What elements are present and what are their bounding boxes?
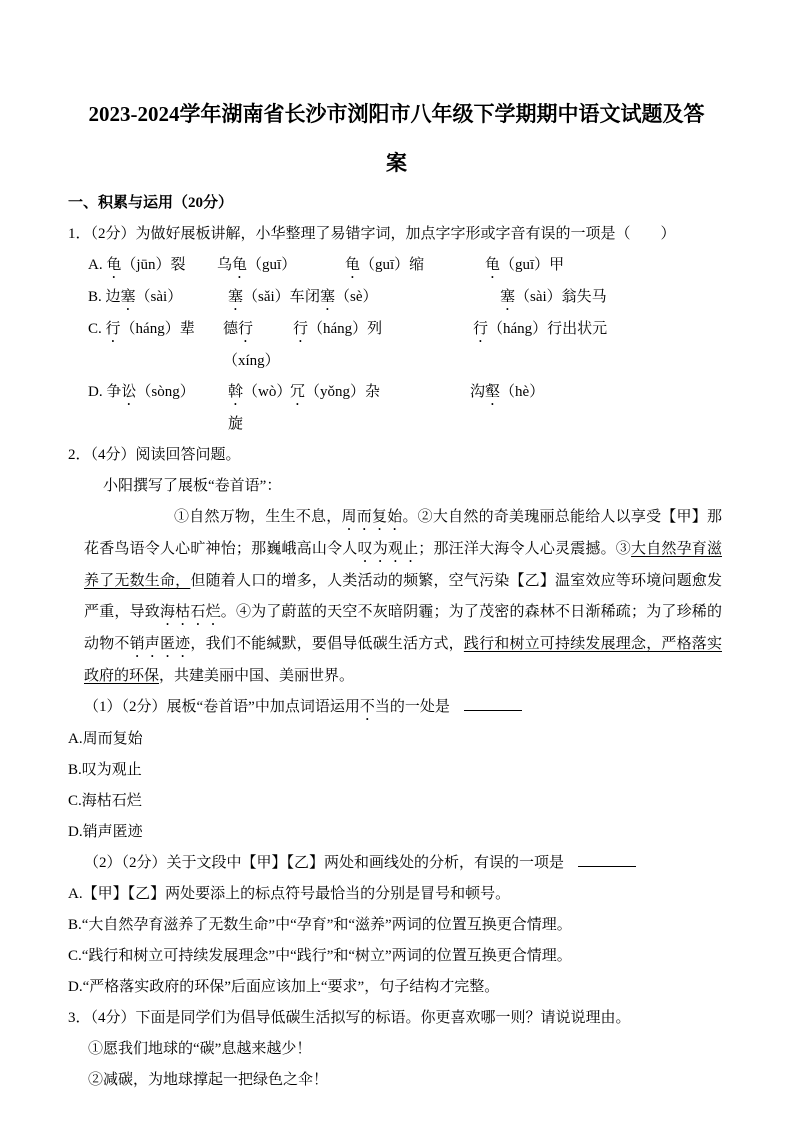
- option-cell: 乌龟（guī）: [217, 257, 297, 273]
- q2-passage: ①自然万物，生生不息，周而复始。②大自然的奇美瑰丽总能给人以享受【甲】那花香鸟语令人心旷神怡；那巍峨高山令人叹为观止；那汪洋大海令人心灵震撼。③大自然孕育滋养了无数生命，但随着人口的增多，人类活动的频繁，空气污染【乙】温室效应等环境问题愈发严重，导致海枯石烂。④为了蔚蓝的天空不灰暗阴霾；为了茂密的森林不日渐稀疏；为了珍稀的动物不销声匿迹，我们不能缄默，要倡导低碳生活方式，践行和树立可持续发展理念，严格落实政府的环保，共建美丽中国、美丽世界。: [84, 509, 722, 684]
- option-cell: 德行（xíng）: [223, 321, 280, 369]
- option-cell: 塞（sài）翁失马: [500, 289, 607, 305]
- option-cell: 龟（guī）缩: [345, 257, 425, 273]
- option-cell: 沟壑（hè）: [470, 384, 545, 400]
- section-heading: 一、积累与运用（20分）: [68, 195, 234, 211]
- option-cell: C. 行（háng）辈: [88, 321, 195, 337]
- answer-blank: [464, 707, 522, 711]
- q2-sub2-option-b: B.“大自然孕育滋养了无数生命”中“孕育”和“滋养”两词的位置互换更合情理。: [68, 917, 572, 933]
- q2-sub2-option-d: D.“严格落实政府的环保”后面应该加上“要求”，句子结构才完整。: [68, 979, 500, 995]
- option-cell: 斡（wò）旋: [228, 384, 284, 432]
- option-cell: D. 争讼（sòng）: [88, 384, 195, 400]
- q2-sub1-option-a: A.周而复始: [68, 731, 143, 747]
- q1-option-a: [88, 250, 793, 282]
- q1-option-c: [88, 314, 793, 377]
- q2-sub1-option-d: D.销声匿迹: [68, 824, 143, 840]
- q1-option-d: [88, 377, 793, 440]
- q2-sub2-option-c: C.“践行和树立可持续发展理念”中“践行”和“树立”两词的位置互换更合情理。: [68, 948, 572, 964]
- option-cell: A. 龟（jūn）裂: [88, 257, 186, 273]
- q2-sub2-stem: [84, 848, 793, 879]
- option-cell: 塞（sǎi）车: [228, 289, 305, 305]
- q1-option-b: [88, 282, 793, 314]
- q2-sub1-stem: [84, 692, 793, 724]
- page-title: 2023-2024学年湖南省长沙市浏阳市八年级下学期期中语文试题及答案: [88, 102, 705, 175]
- q2-sub2-stem-text: （2）（2分）关于文段中【甲】【乙】两处和画线处的分析，有误的一项是: [84, 855, 565, 871]
- question-3-stem: 3．（4分）下面是同学们为倡导低碳生活拟写的标语。你更喜欢哪一则？请说说理由。: [68, 1010, 631, 1026]
- q3-slogan-2: ②减碳，为地球撑起一把绿色之伞！: [88, 1072, 329, 1088]
- option-cell: B. 边塞（sài）: [88, 289, 183, 305]
- answer-blank: [578, 863, 636, 867]
- question-2-stem: 2．（4分）阅读回答问题。: [68, 447, 241, 463]
- q2-sub2-option-a: A.【甲】【乙】两处要添上的标点符号最恰当的分别是冒号和顿号。: [68, 886, 511, 902]
- q2-intro: 小阳撰写了展板“卷首语”：: [103, 478, 282, 494]
- q2-sub1-stem-text: （1）（2分）展板“卷首语”中加点词语运用不当的一处是: [84, 699, 450, 715]
- question-1-stem: 1．（2分）为做好展板讲解，小华整理了易错字词，加点字字形或字音有误的一项是（ ）: [68, 226, 676, 242]
- option-cell: 冗（yǒng）杂: [290, 384, 381, 400]
- option-cell: 龟（guī）甲: [485, 257, 565, 273]
- q3-slogan-1: ①愿我们地球的“碳”息越来越少！: [88, 1041, 312, 1057]
- option-cell: 行（háng）列: [293, 321, 383, 337]
- q2-sub1-option-b: B.叹为观止: [68, 762, 142, 778]
- q2-sub1-option-c: C.海枯石烂: [68, 793, 142, 809]
- option-cell: 行（háng）行出状元: [473, 321, 608, 337]
- option-cell: 闭塞（sè）: [305, 289, 378, 305]
